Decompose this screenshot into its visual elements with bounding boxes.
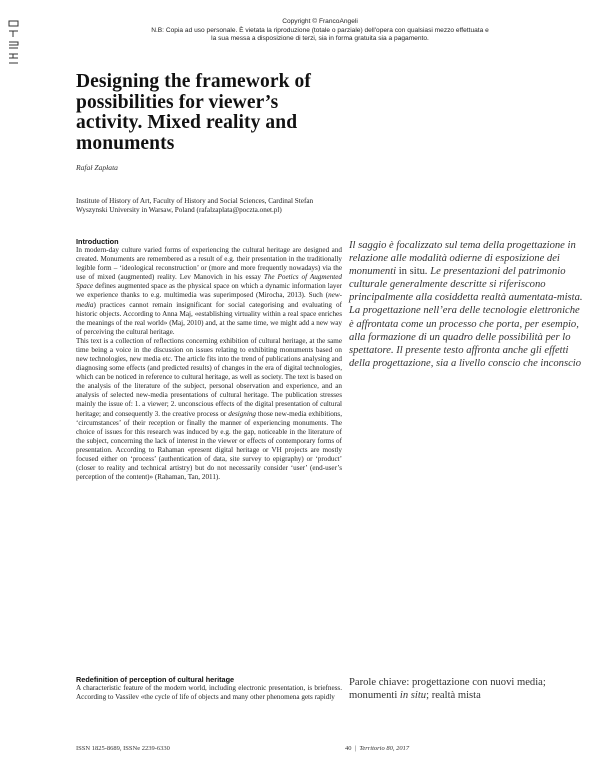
article-title: Designing the framework of possibilities for viewer’s activity. Mixed reality and monuments <box>76 71 311 154</box>
journal-issue: Territorio 80, 2017 <box>359 745 410 752</box>
introduction-section <box>76 237 342 482</box>
introduction-heading: Introduction <box>76 237 119 246</box>
intro-paragraph-2: This text is a collection of reflections concerning exhibition of cultural heritage, at the same time being a voice in the discussion on issues relating to exhibiting monuments based on new technologies, new media etc. The article fits into the trend of publications analysing and diagnosing some effects (and predicted results) of changes in the era of digital technologies, which can be noticed in reference to cultural heritage, as well as society. The text is based on the analysis of the literature of the subject, personal observation and experience, and an analysis of selected new-media presentations of cultural heritage. The publication stresses mainly the issue of: 1. a viewer; 2. unconscious effects of the digital presentation of cultural heritage; and consequently 3. the creative process or designing those new-media exhibitions, ‘circumstances’ of their reception or finally the manner of experiencing monuments. The choice of issues for this research was induced by e.g. the gap, noticeable in the literature of the subject, concerning the lack of interest in the viewer or effects of contemporary forms of presentation. According to Rahaman «present digital heritage or VH projects are mostly focused either on ‘process’ (authentication of data, site survey to epigraphy) or ‘product’ (closer to reality and technical artistry) but do not necessarily consider ‘user’ (end-user’s perception of the content)» (Rahaman, Tan, 2011). <box>76 336 342 482</box>
copyright-line-2: N.B: Copia ad uso personale. È vietata la riproduzione (totale o parziale) dell'opera con qualsiasi mezzo effettuata e la sua messa a disposizione di terzi, sia in forma gratuita sia a pagamento. <box>151 26 489 43</box>
footer-page-info: 40 | Territorio 80, 2017 <box>345 745 410 752</box>
copyright-line-1: Copyright © FrancoAngeli <box>282 18 358 25</box>
journal-logo-icon <box>6 18 22 68</box>
redefinition-paragraph-1: A characteristic feature of the modern world, including electronic presentation, is briefness. According to Vassilev «the cycle of life of objects and many other phenomena gets rapidly <box>76 684 342 702</box>
redefinition-section <box>76 675 342 702</box>
article-author: Rafał Zapłata <box>76 163 118 172</box>
italian-abstract: Il saggio è focalizzato sul tema della progettazione in relazione alle modalità odierne di esposizione dei monumenti in situ. Le presentazioni del patrimonio culturale generalmente descritte si riferiscono principalmente alla cosiddetta realtà aumentata-mista. La progettazione nell’era delle tecnologie elettroniche è affrontata come un processo che porta, per esempio, alla formazione di un quadro delle possibilità per lo spettatore. Il presente testo affronta anche gli effetti della progettazione, sia a livello conscio che inconscio <box>349 240 583 369</box>
author-affiliation: Institute of History of Art, Faculty of History and Social Sciences, Cardinal Stefan Wyszynski University in Warsaw, Poland (rafalzaplata@poczta.onet.pl) <box>76 197 314 214</box>
page-number: 40 <box>345 745 352 752</box>
intro-paragraph-1: In modern-day culture varied forms of experiencing the cultural heritage are designed and created. Monuments are remembered as a result of e.g. their presentation in the traditionally legible form – ‘ideological reconstruction’ or (more and more frequently nowadays) via the use of mixed (augmented) reality. Lev Manovich in his essay The Poetics of Augmented Space defines augmented space as the physical space on which a dynamic information layer we experience thanks to e.g. multimedia was superimposed (Mirocha, 2013). Such (new-media) practices cannot remain insignificant for social categorising and evaluating of historic objects. According to Anna Maj, «establishing virtuality within a real space enriches the meanings of the real world» (Maj, 2010) and, at the same time, we might add a new way of perceiving the cultural heritage. <box>76 246 343 336</box>
copyright-notice <box>150 18 490 44</box>
keywords: Parole chiave: progettazione con nuovi media; monumenti in situ; realtà mista <box>349 677 546 702</box>
footer-issn: ISSN 1825-8689, ISSNe 2239-6330 <box>76 745 170 752</box>
redefinition-heading: Redefinition of perception of cultural heritage <box>76 675 235 684</box>
